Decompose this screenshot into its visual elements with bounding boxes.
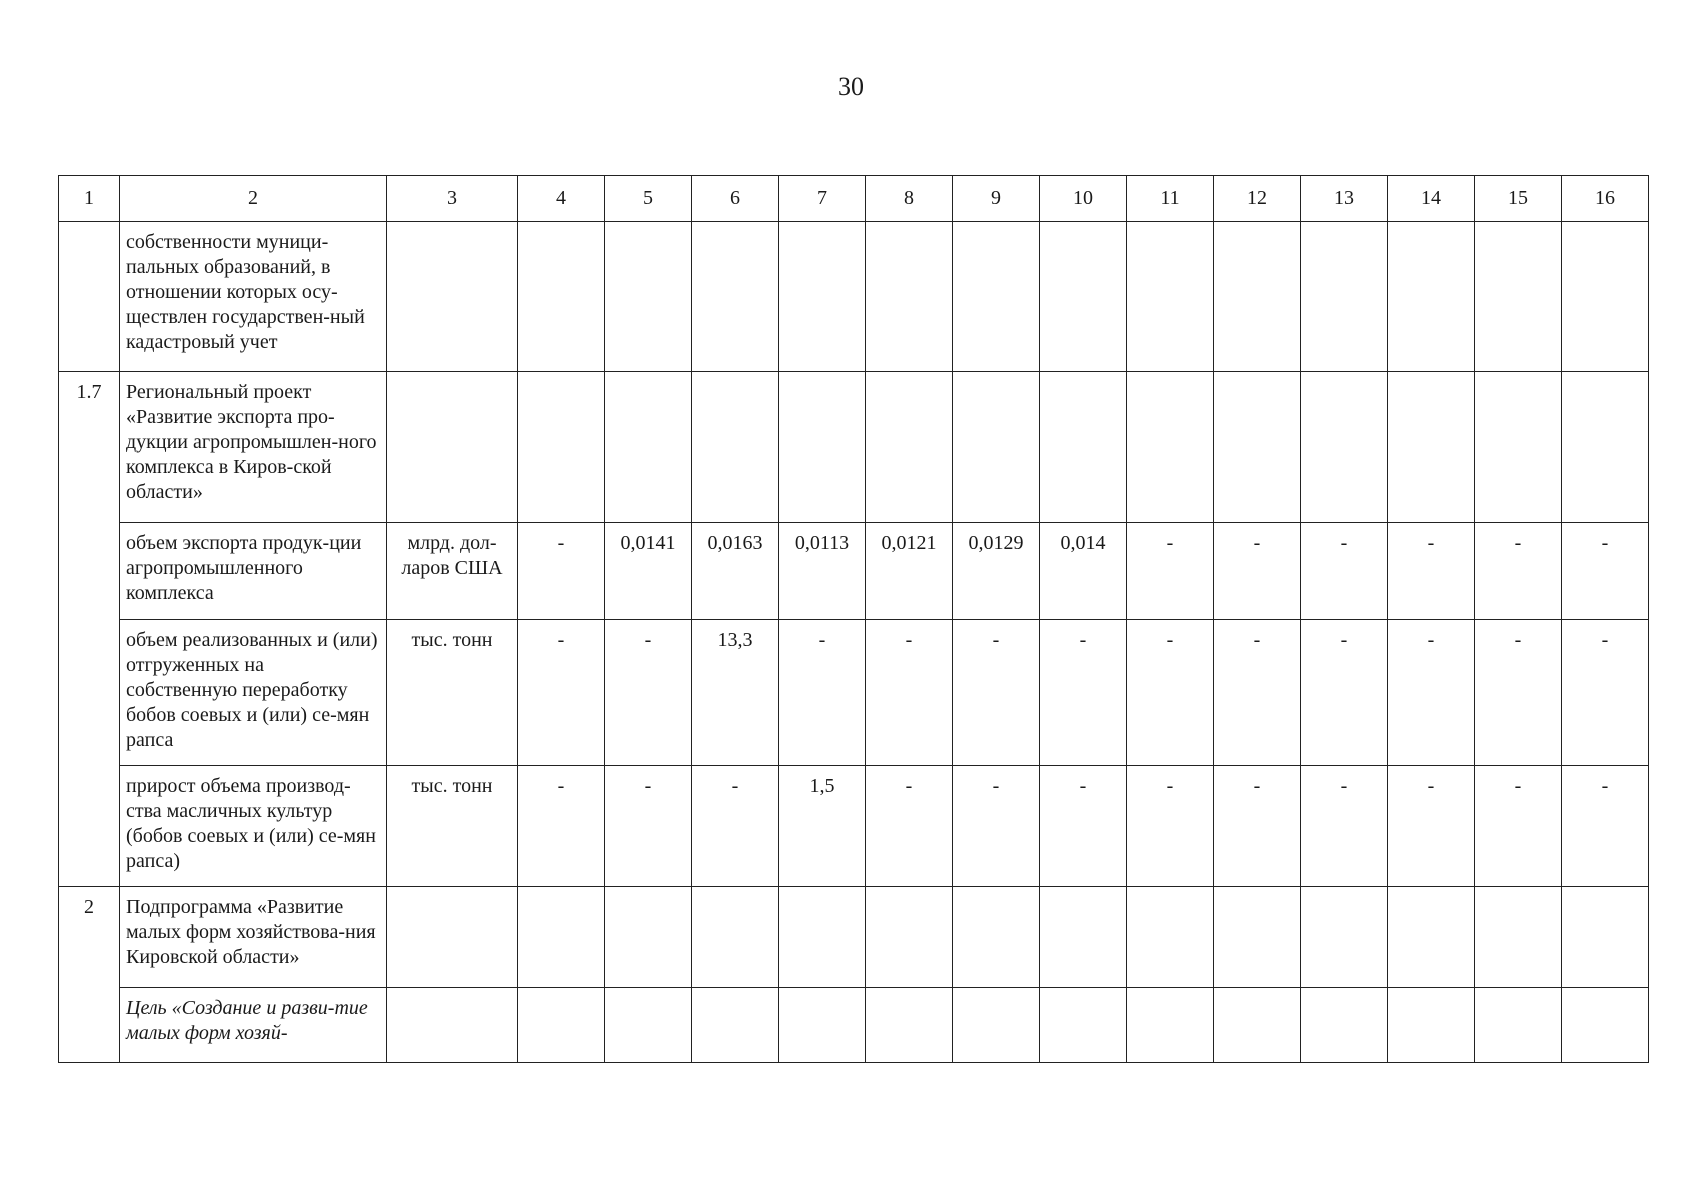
value-cell (1475, 222, 1562, 372)
value-cell (518, 222, 605, 372)
value-cell (1301, 887, 1388, 988)
value-cell (1562, 988, 1649, 1063)
value-cell (1040, 988, 1127, 1063)
value-cell (779, 988, 866, 1063)
value-cell: - (1040, 766, 1127, 887)
value-cell (1475, 372, 1562, 523)
value-cell: - (518, 766, 605, 887)
value-cell: - (518, 523, 605, 620)
value-cell: 1,5 (779, 766, 866, 887)
header-cell: 2 (120, 176, 387, 222)
value-cell (605, 222, 692, 372)
indicator-name-cell: Региональный проект «Развитие экспорта про-дукции агропромышлен-ного комплекса в Киров-ской области» (120, 372, 387, 523)
row-number-cell: 2 (59, 887, 120, 988)
unit-cell: млрд. дол-ларов США (387, 523, 518, 620)
value-cell (1127, 372, 1214, 523)
value-cell (1127, 988, 1214, 1063)
value-cell: - (1214, 766, 1301, 887)
value-cell: - (605, 766, 692, 887)
value-cell: - (1562, 523, 1649, 620)
value-cell (779, 222, 866, 372)
header-cell: 8 (866, 176, 953, 222)
value-cell (1475, 887, 1562, 988)
value-cell: - (1475, 766, 1562, 887)
unit-cell (387, 887, 518, 988)
value-cell: - (866, 766, 953, 887)
value-cell: - (1040, 620, 1127, 766)
value-cell (1301, 372, 1388, 523)
indicator-name-cell: Подпрограмма «Развитие малых форм хозяйствова-ния Кировской области» (120, 887, 387, 988)
header-cell: 11 (1127, 176, 1214, 222)
header-cell: 6 (692, 176, 779, 222)
value-cell (1388, 372, 1475, 523)
header-cell: 13 (1301, 176, 1388, 222)
value-cell (692, 988, 779, 1063)
value-cell (1388, 222, 1475, 372)
value-cell (518, 887, 605, 988)
row-number-cell (59, 222, 120, 372)
row-number-cell (59, 620, 120, 766)
value-cell: - (953, 620, 1040, 766)
value-cell (1475, 988, 1562, 1063)
value-cell (1127, 222, 1214, 372)
value-cell (605, 372, 692, 523)
value-cell: 0,0141 (605, 523, 692, 620)
value-cell (1214, 887, 1301, 988)
header-cell: 9 (953, 176, 1040, 222)
page-number: 30 (838, 72, 864, 101)
value-cell (953, 988, 1040, 1063)
value-cell (1562, 222, 1649, 372)
value-cell: - (518, 620, 605, 766)
table-row (59, 988, 1649, 1063)
value-cell: - (1127, 766, 1214, 887)
table-row (59, 887, 1649, 988)
header-cell: 10 (1040, 176, 1127, 222)
table-row (59, 523, 1649, 620)
table-row (59, 222, 1649, 372)
indicator-name-cell: прирост объема производ-ства масличных культур (бобов соевых и (или) се-мян рапса) (120, 766, 387, 887)
value-cell (518, 988, 605, 1063)
table-row (59, 372, 1649, 523)
header-cell: 16 (1562, 176, 1649, 222)
value-cell (866, 372, 953, 523)
value-cell: 0,0163 (692, 523, 779, 620)
value-cell (1040, 887, 1127, 988)
value-cell: 0,0129 (953, 523, 1040, 620)
header-cell: 14 (1388, 176, 1475, 222)
value-cell (779, 372, 866, 523)
header-cell: 12 (1214, 176, 1301, 222)
row-number-cell: 1.7 (59, 372, 120, 523)
value-cell (1040, 372, 1127, 523)
value-cell: - (953, 766, 1040, 887)
indicator-name-cell: Цель «Создание и разви-тие малых форм хозяй- (120, 988, 387, 1063)
value-cell: - (605, 620, 692, 766)
header-cell: 15 (1475, 176, 1562, 222)
unit-cell (387, 222, 518, 372)
unit-cell: тыс. тонн (387, 620, 518, 766)
value-cell (1388, 887, 1475, 988)
value-cell (866, 222, 953, 372)
unit-cell: тыс. тонн (387, 766, 518, 887)
value-cell: - (1388, 766, 1475, 887)
indicator-name-cell: объем реализованных и (или) отгруженных на собственную переработку бобов соевых и (или) се-мян рапса (120, 620, 387, 766)
row-number-cell (59, 988, 120, 1063)
value-cell: - (779, 620, 866, 766)
value-cell: - (1388, 523, 1475, 620)
value-cell: 13,3 (692, 620, 779, 766)
value-cell (1301, 222, 1388, 372)
header-cell: 7 (779, 176, 866, 222)
indicator-name-cell: объем экспорта продук-ции агропромышленного комплекса (120, 523, 387, 620)
value-cell: 0,0113 (779, 523, 866, 620)
value-cell (1214, 988, 1301, 1063)
value-cell (953, 372, 1040, 523)
value-cell: 0,014 (1040, 523, 1127, 620)
value-cell: - (1214, 620, 1301, 766)
value-cell (692, 222, 779, 372)
value-cell (605, 887, 692, 988)
value-cell (1562, 887, 1649, 988)
value-cell (953, 222, 1040, 372)
value-cell (866, 887, 953, 988)
value-cell (1301, 988, 1388, 1063)
value-cell: - (866, 620, 953, 766)
value-cell: - (1475, 620, 1562, 766)
row-number-cell (59, 766, 120, 887)
value-cell (1127, 887, 1214, 988)
unit-cell (387, 372, 518, 523)
value-cell: - (1127, 620, 1214, 766)
table-row (59, 620, 1649, 766)
indicators-table (58, 175, 1649, 1063)
value-cell (1040, 222, 1127, 372)
value-cell: - (1301, 766, 1388, 887)
value-cell: - (1562, 766, 1649, 887)
row-number-cell (59, 523, 120, 620)
value-cell: 0,0121 (866, 523, 953, 620)
table-row (59, 766, 1649, 887)
value-cell (779, 887, 866, 988)
value-cell (953, 887, 1040, 988)
header-cell: 1 (59, 176, 120, 222)
value-cell: - (1301, 620, 1388, 766)
value-cell (866, 988, 953, 1063)
value-cell: - (1301, 523, 1388, 620)
value-cell: - (692, 766, 779, 887)
indicator-name-cell: собственности муници-пальных образований, в отношении которых осу-ществлен государствен-ный кадастровый учет (120, 222, 387, 372)
header-cell: 5 (605, 176, 692, 222)
value-cell (1388, 988, 1475, 1063)
value-cell (605, 988, 692, 1063)
value-cell (692, 372, 779, 523)
value-cell (1562, 372, 1649, 523)
header-cell: 4 (518, 176, 605, 222)
table-header-row (59, 176, 1649, 222)
value-cell (1214, 372, 1301, 523)
value-cell (692, 887, 779, 988)
value-cell: - (1388, 620, 1475, 766)
value-cell: - (1475, 523, 1562, 620)
value-cell: - (1562, 620, 1649, 766)
header-cell: 3 (387, 176, 518, 222)
unit-cell (387, 988, 518, 1063)
value-cell (518, 372, 605, 523)
value-cell: - (1127, 523, 1214, 620)
value-cell: - (1214, 523, 1301, 620)
value-cell (1214, 222, 1301, 372)
